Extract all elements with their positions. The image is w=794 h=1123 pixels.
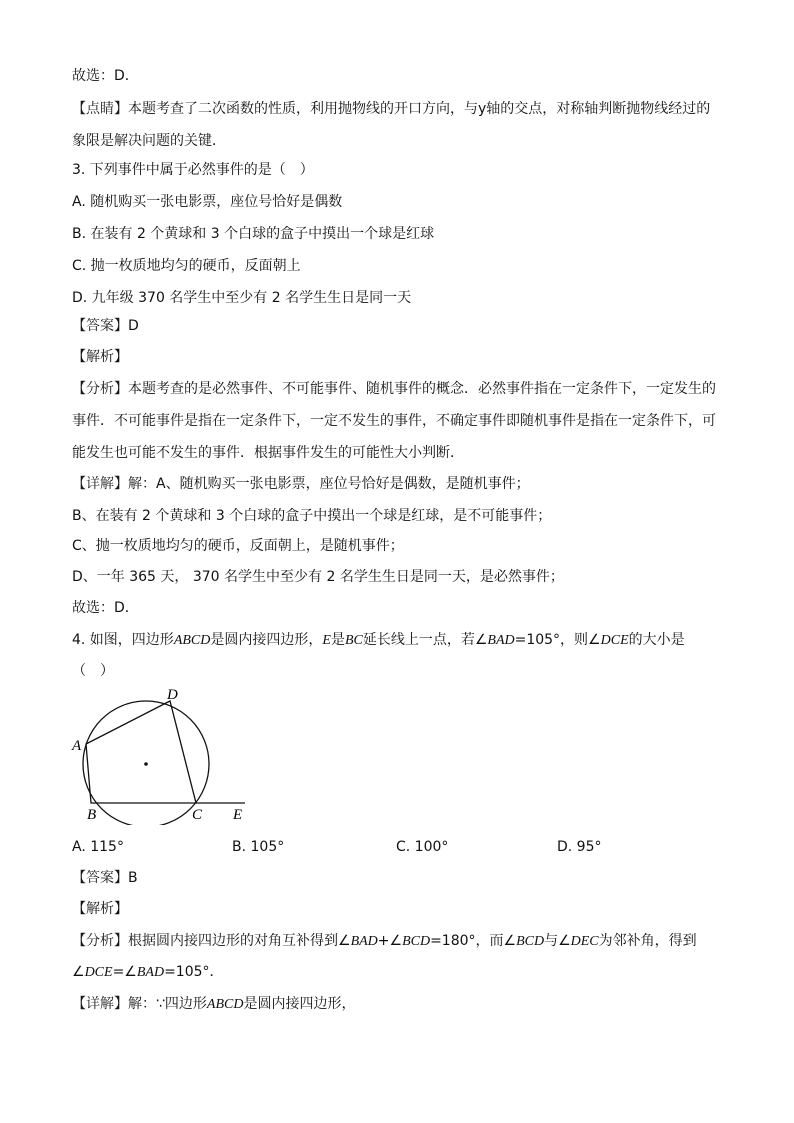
quadrilateral-abcd xyxy=(86,701,196,803)
q4-xiangjie: 【详解】解：∵四边形ABCD是圆内接四边形， xyxy=(72,996,356,1012)
q3-guxuan: 故选：D． xyxy=(72,600,139,616)
q3-analysis-tag: 【解析】 xyxy=(72,349,128,365)
label-b: B xyxy=(87,807,97,823)
q3-xiangjie-1: 【详解】解：A、随机购买一张电影票，座位号恰好是偶数，是随机事件； xyxy=(72,476,530,492)
q4-analysis-tag: 【解析】 xyxy=(72,901,128,917)
line-dianjing xyxy=(72,99,710,119)
q3-fenxi-3: 能发生也可能不发生的事件．根据事件发生的可能性大小判断． xyxy=(72,445,464,461)
line-dianjing-cont: 象限是解决问题的关键． xyxy=(72,133,226,149)
q4-figure xyxy=(60,685,260,825)
q4-option-a: A. 115° xyxy=(72,839,124,855)
label-d: D xyxy=(167,687,178,703)
q4-option-b: B. 105° xyxy=(232,839,285,855)
label-a: A xyxy=(72,738,82,754)
q3-option-c: C. 抛一枚质地均匀的硬币，反面朝上 xyxy=(72,258,301,274)
q4-option-d: D. 95° xyxy=(557,839,602,855)
q3-option-d: D. 九年级 370 名学生中至少有 2 名学生生日是同一天 xyxy=(72,290,412,306)
dianjing-tag: 【点睛】 xyxy=(72,101,128,117)
dianjing-text: 本题考查了二次函数的性质，利用抛物线的开口方向，与y轴的交点，对称轴判断抛物线经过的 xyxy=(128,101,711,117)
q4-answer: 【答案】B xyxy=(72,870,138,886)
q4-stem: 4. 如图，四边形ABCD是圆内接四边形，E是BC延长线上一点，若∠BAD=105°，则∠DCE的大小是 xyxy=(72,632,685,648)
q3-answer: 【答案】D xyxy=(72,318,139,334)
q3-stem: 3. 下列事件中属于必然事件的是（ ） xyxy=(72,162,314,178)
q3-option-a: A. 随机购买一张电影票，座位号恰好是偶数 xyxy=(72,194,343,210)
q3-fenxi-1: 【分析】本题考查的是必然事件、不可能事件、随机事件的概念．必然事件指在一定条件下，一定发生的 xyxy=(72,381,716,397)
q4-fenxi-2: ∠DCE=∠BAD=105°． xyxy=(72,964,224,980)
q4-fenxi-1: 【分析】根据圆内接四边形的对角互补得到∠BAD+∠BCD=180°，而∠BCD与∠DEC为邻补角，得到 xyxy=(72,933,697,949)
label-c: C xyxy=(192,807,203,823)
q3-xiangjie-3: C、抛一枚质地均匀的硬币，反面朝上，是随机事件； xyxy=(72,538,404,554)
label-e: E xyxy=(233,807,243,823)
center-dot xyxy=(144,762,148,766)
q4-option-c: C. 100° xyxy=(396,839,449,855)
q3-fenxi-2: 事件．不可能事件是指在一定条件下，一定不发生的事件，不确定事件即随机事件是指在一定条件下，可 xyxy=(72,413,716,429)
line-guxuan-1: 故选：D． xyxy=(72,68,139,84)
q3-option-b: B. 在装有 2 个黄球和 3 个白球的盒子中摸出一个球是红球 xyxy=(72,226,435,242)
q3-xiangjie-4: D、一年 365 天， 370 名学生中至少有 2 名学生生日是同一天，是必然事件； xyxy=(72,569,564,585)
q3-xiangjie-2: B、在装有 2 个黄球和 3 个白球的盒子中摸出一个球是红球，是不可能事件； xyxy=(72,508,552,524)
q4-stem-paren: （ ） xyxy=(72,663,114,679)
